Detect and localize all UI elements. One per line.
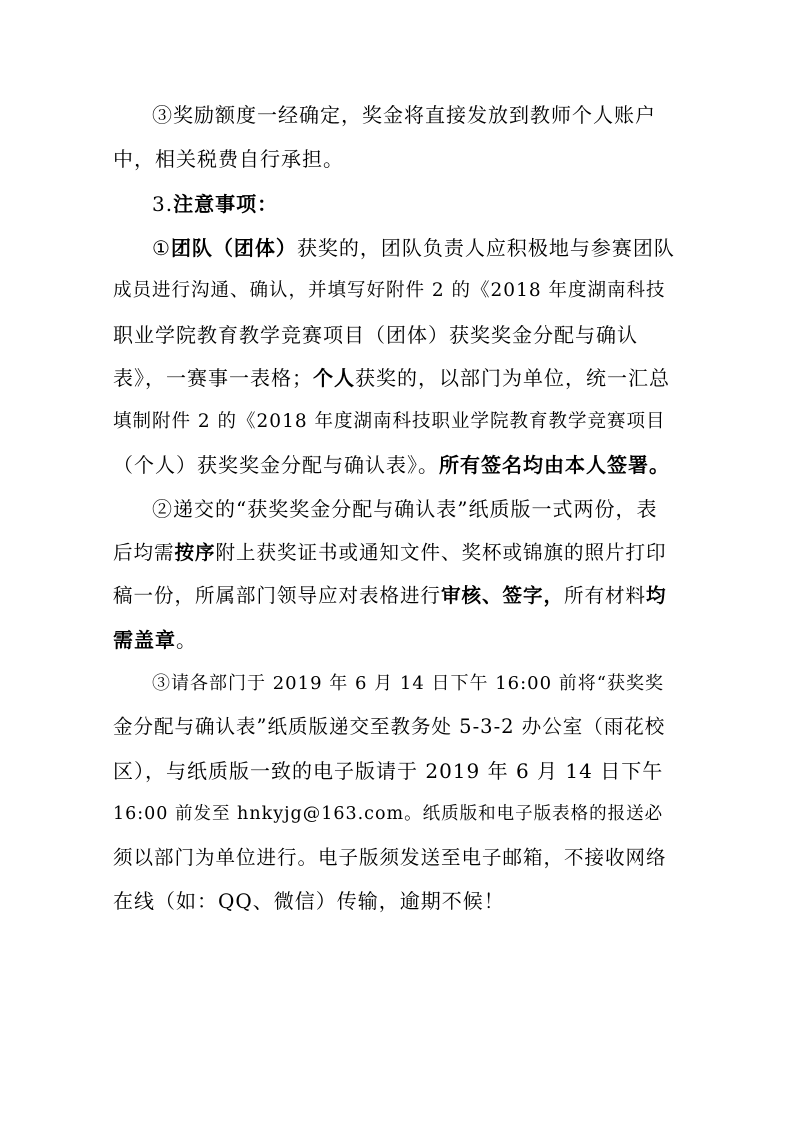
bold-text: 个人 (313, 366, 355, 390)
bold-text: 所有签名均由本人签署。 (439, 453, 670, 477)
text-segment: 获奖的，团队负责人应积极地与参赛团队 (296, 236, 675, 260)
bold-text: 按序 (174, 541, 216, 564)
text-line (113, 536, 667, 570)
text-segment: ②递交的“获奖奖金分配与确认表”纸质版一式两份，表 (152, 497, 658, 521)
text-segment: 填制附件 2 的《2018 年度湖南科技职业学院教育教学竞赛项目 (113, 411, 666, 432)
text-line (113, 884, 505, 918)
text-line (113, 274, 666, 308)
text-line (152, 667, 664, 701)
text-line (113, 361, 670, 395)
text-segment: 成员进行沟通、确认，并填写好附件 2 的《2018 年度湖南科技 (113, 280, 666, 301)
bold-text: 审核、签字， (441, 584, 565, 607)
text-line (113, 448, 670, 482)
text-segment: 中，相关税费自行承担。 (113, 147, 344, 171)
text-segment: 表》，一赛事一表格； (113, 366, 313, 390)
text-line (113, 754, 663, 788)
text-segment: ③请各部门于 2019 年 6 月 14 日下午 16:00 前将“获奖奖 (152, 673, 665, 694)
text-segment: 16:00 前发至 hnkyjg@163.com。纸质版和电子版表格的报送必 (113, 804, 664, 824)
bold-text: 团队（团体） (170, 236, 297, 260)
text-line (113, 797, 663, 831)
text-segment: ③奖励额度一经确定，奖金将直接发放到教师个人账户 (152, 103, 656, 127)
text-line (152, 187, 278, 221)
text-line (113, 623, 197, 657)
text-segment: 金分配与确认表”纸质版递交至教务处 5-3-2 办公室（雨花校 (113, 715, 666, 738)
text-line (152, 98, 656, 132)
text-segment: （个人）获奖奖金分配与确认表》。 (113, 453, 439, 477)
text-segment: 所有材料 (564, 584, 647, 607)
text-segment: 附上获奖证书或通知文件、奖杯或锦旗的照片打印 (215, 541, 667, 564)
text-segment: 后均需 (113, 541, 175, 564)
text-segment: 区），与纸质版一致的电子版请于 2019 年 6 月 14 日下午 (113, 759, 664, 783)
text-segment: ① (152, 236, 171, 260)
text-line (113, 142, 344, 176)
text-segment: 稿一份，所属部门领导应对表格进行 (113, 584, 442, 607)
text-line (113, 841, 667, 875)
text-segment: 3. (152, 192, 174, 216)
text-segment: 须以部门为单位进行。电子版须发送至电子邮箱，不接收网络 (113, 846, 667, 869)
bold-text: 均 (646, 584, 667, 607)
text-segment: 。 (176, 628, 197, 652)
bold-text: 需盖章 (113, 628, 176, 652)
text-line (113, 710, 665, 744)
text-line (113, 579, 667, 613)
text-segment: 获奖的，以部门为单位，统一汇总 (355, 366, 670, 390)
text-line (113, 318, 638, 352)
bold-text: 注意事项： (173, 192, 279, 216)
text-segment: 职业学院教育教学竞赛项目（团体）获奖奖金分配与确认 (113, 323, 638, 347)
text-line (113, 405, 666, 439)
text-segment: 在线（如：QQ、微信）传输，逾期不候！ (113, 889, 505, 913)
text-line (152, 492, 657, 526)
text-line (152, 231, 675, 265)
